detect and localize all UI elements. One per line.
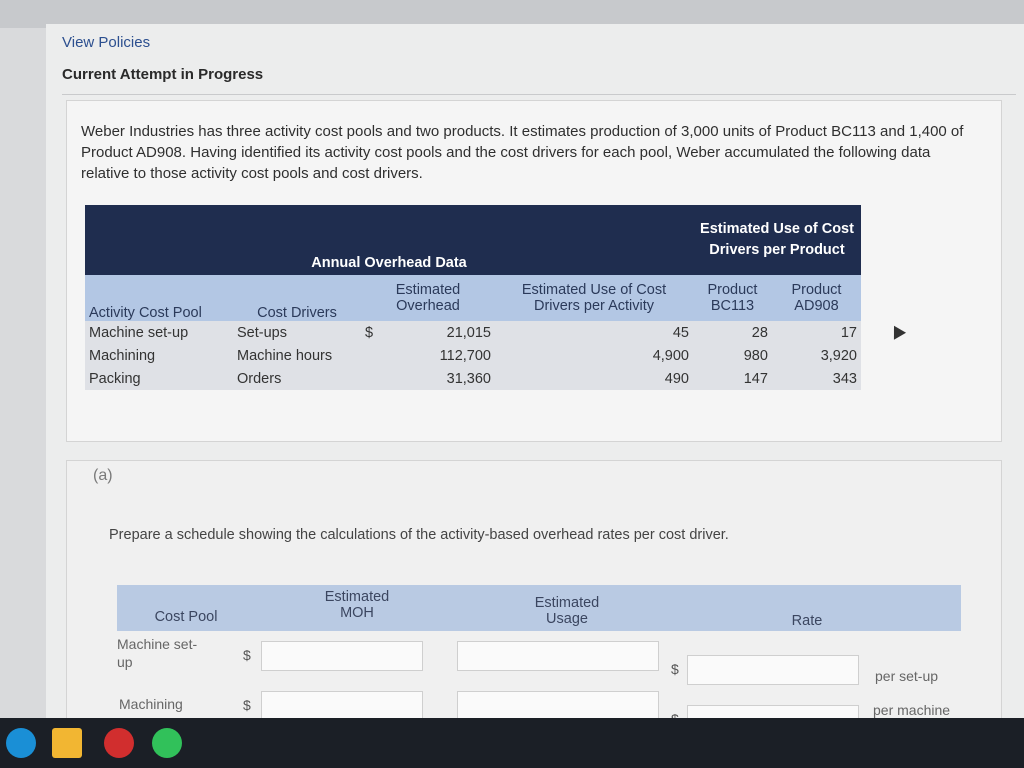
header-rate: Rate bbox=[791, 613, 823, 629]
row-driver: Machine hours bbox=[237, 347, 333, 364]
divider bbox=[62, 94, 1016, 95]
page-content bbox=[46, 24, 1024, 744]
currency-symbol: $ bbox=[243, 647, 251, 663]
table-row bbox=[85, 367, 861, 390]
machining-usage-input[interactable] bbox=[457, 691, 659, 721]
whatsapp-icon[interactable] bbox=[152, 728, 182, 758]
part-a-instruction: Prepare a schedule showing the calculations of the activity-based overhead rates per cost driver. bbox=[109, 527, 729, 543]
part-a-label: (a) bbox=[93, 467, 113, 484]
row-bc113: 147 bbox=[743, 370, 768, 387]
part-a-section bbox=[66, 460, 1002, 752]
overhead-data-table bbox=[85, 205, 861, 390]
annual-overhead-header: Annual Overhead Data bbox=[85, 205, 693, 275]
row-overhead: 21,015 bbox=[446, 324, 491, 341]
unit-label: per machine bbox=[873, 702, 951, 718]
currency-symbol: $ bbox=[365, 324, 374, 341]
row-pool: Packing bbox=[89, 370, 141, 387]
table-row bbox=[85, 344, 861, 367]
attempt-status: Current Attempt in Progress bbox=[62, 66, 264, 83]
unit-label: per set-up bbox=[875, 668, 939, 684]
schedule-header bbox=[117, 585, 961, 631]
machine-setup-usage-input[interactable] bbox=[457, 641, 659, 671]
col-activity-cost-pool: Activity Cost Pool bbox=[85, 275, 233, 321]
row-pool: Machine set-up bbox=[89, 324, 189, 341]
row-ad908: 17 bbox=[840, 324, 857, 341]
row-usage: 490 bbox=[664, 370, 689, 387]
col-product-bc113: Product BC113 bbox=[693, 275, 772, 321]
currency-symbol: $ bbox=[671, 661, 679, 677]
col-cost-drivers: Cost Drivers bbox=[233, 275, 361, 321]
col-estimated-use-per-activity: Estimated Use of Cost Drivers per Activity bbox=[495, 275, 693, 321]
header-cost-pool: Cost Pool bbox=[154, 609, 218, 625]
row-overhead: 31,360 bbox=[446, 370, 491, 387]
question-box bbox=[66, 100, 1002, 442]
schedule-row-pool: Machine set-up bbox=[117, 636, 198, 670]
row-usage: 4,900 bbox=[652, 347, 689, 364]
row-ad908: 3,920 bbox=[820, 347, 857, 364]
edge-icon[interactable] bbox=[6, 728, 36, 758]
header-estimated-usage: Estimated Usage bbox=[534, 595, 600, 627]
taskbar bbox=[0, 718, 1024, 768]
question-text: Weber Industries has three activity cost pools and two products. It estimates production of 3,000 units of Product BC113 and 1,400 of Product AD908. Having identified its activity cost pools and the cost drivers for each pool, Weber accumulated the following data relative to those activity cost pools and cost drivers. bbox=[81, 123, 964, 182]
opera-icon[interactable] bbox=[104, 728, 134, 758]
machine-setup-rate-input[interactable] bbox=[687, 655, 859, 685]
row-bc113: 980 bbox=[743, 347, 768, 364]
row-bc113: 28 bbox=[751, 324, 768, 341]
schedule-row-pool: Machining bbox=[119, 696, 183, 712]
table-row bbox=[85, 321, 861, 344]
header-estimated-moh: Estimated MOH bbox=[324, 589, 390, 621]
machine-setup-moh-input[interactable] bbox=[261, 641, 423, 671]
view-policies-link[interactable]: View Policies bbox=[62, 34, 151, 51]
row-pool: Machining bbox=[89, 347, 156, 364]
folder-icon[interactable] bbox=[52, 728, 82, 758]
row-usage: 45 bbox=[672, 324, 689, 341]
col-product-ad908: Product AD908 bbox=[772, 275, 861, 321]
col-estimated-overhead: Estimated Overhead bbox=[361, 275, 495, 321]
currency-symbol: $ bbox=[243, 697, 251, 713]
row-driver: Set-ups bbox=[237, 324, 287, 341]
row-ad908: 343 bbox=[832, 370, 857, 387]
row-overhead: 112,700 bbox=[439, 347, 491, 364]
row-driver: Orders bbox=[237, 370, 282, 387]
machining-moh-input[interactable] bbox=[261, 691, 423, 721]
estimated-use-per-product-header: Estimated Use of Cost Drivers per Product bbox=[693, 205, 861, 275]
